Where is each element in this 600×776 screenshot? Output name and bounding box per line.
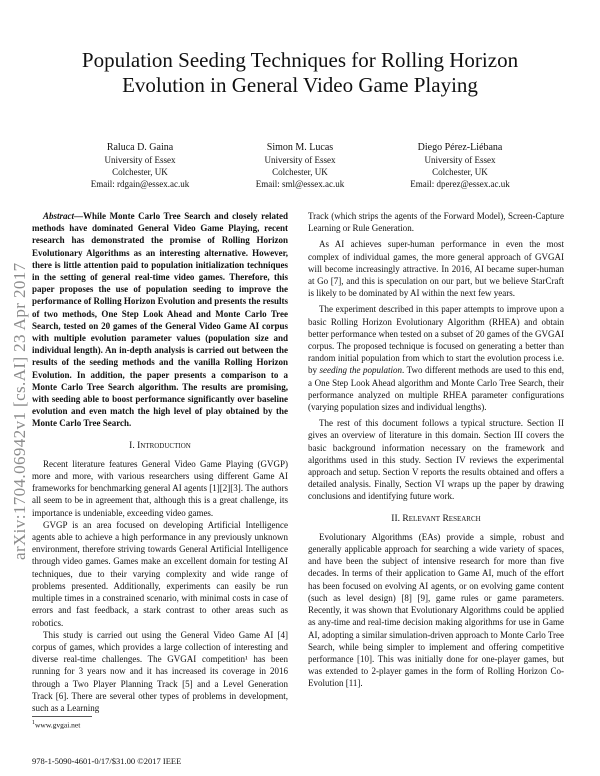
author-name: Diego Pérez-Liébana [417,142,503,153]
author-name: Simon M. Lucas [266,142,334,153]
left-column [32,210,288,714]
emphasis-text: seeding the population [319,365,402,376]
paragraph: This study is carried out using the General Video Game AI [4] corpus of games, which provides a large collection of interesting and diverse real-time challenges. The GVGAI competition¹ has been running for 3 years now and it has increased its coverage in 2016 through a Two Player Planning Track [5] and a Level Generation Track [6]. There are several other types of problems in development, such as a Learning [32,629,288,713]
author-email: Email: rdgain@essex.ac.uk [90,179,190,189]
arxiv-stamp: arXiv:1704.06942v1 [cs.AI] 23 Apr 2017 [10,262,29,560]
abstract [32,210,288,430]
author-email: Email: sml@essex.ac.uk [255,179,345,189]
author-affiliation: University of Essex [104,155,176,165]
paragraph [308,303,564,413]
author-affiliation: University of Essex [264,155,336,165]
author-block [50,142,230,190]
paragraph: Recent literature features General Video Game Playing (GVGP) more and more, with various researchers using different Game AI frameworks for benchmarking general AI agents [1][2][3]. The authors all seem to be in agreement that, although this is a great challenge, its importance is undeniable, exceeding video games. [32,458,288,518]
footnote [32,720,80,730]
paragraph: Evolutionary Algorithms (EAs) provide a simple, robust and generally applicable approach for searching a wide variety of spaces, and have been the subject of intensive research for more than five decades. In terms of their application to Game AI, much of the effort has been focused on evolving AI agents, or on evolving game content (such as level design) [8] [9], game rules or game parameters. Recently, it was shown that Evolutionary Algorithms could be applied as any-time and real-time decision making algorithms for use in Game AI, adopting a similar simulation-driven approach to Monte Carlo Tree Search, while being simpler to implement and offering competitive performance [10]. This was initially done for one-player games, but was extended to 2-player games in the form of Rolling Horizon Co-Evolution [11]. [308,531,564,689]
footnote-link[interactable]: www.gvgai.net [35,720,81,730]
paragraph: As AI achieves super-human performance in even the most complex of individual games, the more general approach of GVGAI will become increasingly attractive. In 2016, AI became super-human at Go [7], and this is speculation on our part, but we believe StarCraft is likely to be dominated by AI within the next few years. [308,239,564,299]
right-column [308,210,564,690]
author-location: Colchester, UK [432,167,488,177]
abstract-lead: Abstract [43,211,75,221]
paragraph: Track (which strips the agents of the Forward Model), Screen-Capture Learning or Rule Generation. [308,211,564,234]
footnote-divider [32,716,92,717]
section-heading-relevant-research: II. Relevant Research [391,513,481,524]
paragraph-text: The experiment described in this paper attempts to improve upon a basic Rolling Horizon Evolutionary Algorithm (RHEA) and obtain better performance when tested on a subset of 20 games of the GVGAI corpus. The proposed technique is focused on generating a better than random initial population from which to start the evolution process i.e. by [308,304,564,376]
author-block [370,142,550,190]
author-email: Email: dperez@essex.ac.uk [410,179,510,189]
author-name: Raluca D. Gaina [106,142,174,153]
paragraph: The rest of this document follows a typical structure. Section II gives an overview of literature in this domain. Section III covers the basic background information necessary on the framework and algorithms used in this study. Section IV reviews the experimental approach and setup. Section V reports the results obtained and offers a detailed analysis. Finally, Section VI wraps up the paper by drawing conclusions and identifying future work. [308,418,564,502]
paragraph: GVGP is an area focused on developing Artificial Intelligence agents able to achieve a high performance in any previously unknown environment, therefore striving towards General Artificial Intelligence through video games. Games make an excellent domain for testing AI techniques, due to their varying complexity and wide range of problems presented. Additionally, experiments can easily be run multiple times in a constrained scenario, with minimal costs in case of errors and fast feedback, a stark contrast to other areas such as robotics. [32,519,288,628]
author-block [210,142,390,190]
copyright-line: 978-1-5090-4601-0/17/$31.00 ©2017 IEEE [32,756,182,766]
author-location: Colchester, UK [272,167,328,177]
author-affiliation: University of Essex [424,155,496,165]
section-heading-introduction: I. Introduction [129,440,191,451]
footnote-mark: 1 [32,720,35,726]
paper-title: Population Seeding Techniques for Rolling Horizon Evolution in General Video Game Playing [81,48,519,97]
author-location: Colchester, UK [112,167,168,177]
abstract-text: —While Monte Carlo Tree Search and closely related methods have dominated General Video Game Playing, recent research has demonstrated the promise of Rolling Horizon Evolutionary Algorithms as an interesting alternative. However, there is little attention paid to population initialization techniques in the setting of general real-time video games. Therefore, this paper proposes the use of population seeding to improve the performance of Rolling Horizon Evolution and presents the results of two methods, One Step Look Ahead and Monte Carlo Tree Search, tested on 20 games of the General Video Game AI corpus with multiple evolution parameter values (population size and individual length). An in-depth analysis is carried out between the results of the seeding methods and the vanilla Rolling Horizon Evolution. In addition, the paper presents a comparison to a Monte Carlo Tree Search algorithm. The results are promising, with seeding able to boost performance significantly over baseline evolution and even match the high level of play obtained by the Monte Carlo Tree Search. [32,211,288,429]
paragraph-text: . Two different methods are used to this end, a One Step Look Ahead algorithm and Monte Carlo Tree Search, their performance analyzed on multiple RHEA parameter configurations (varying population sizes and individual lengths). [308,365,564,413]
